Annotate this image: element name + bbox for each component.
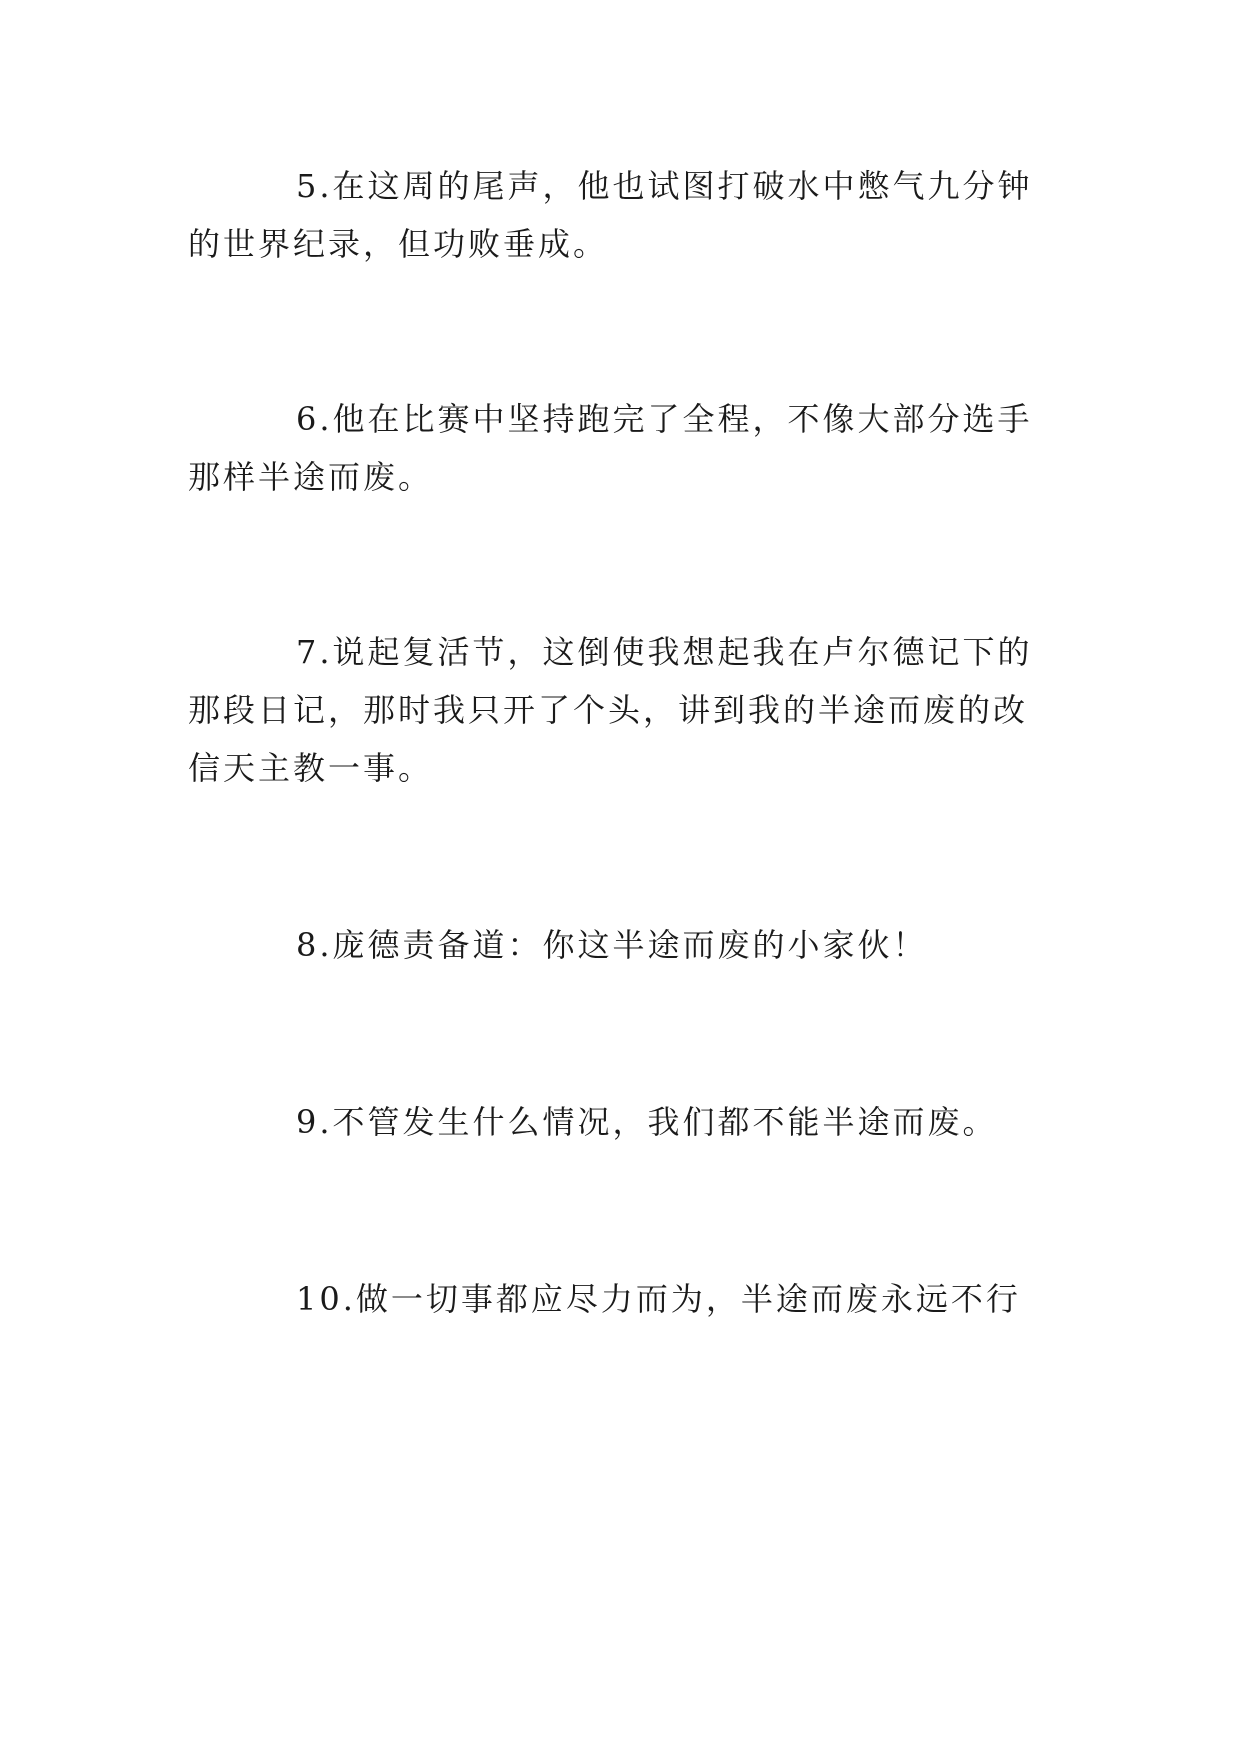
paragraph-5: 5.在这周的尾声，他也试图打破水中憋气九分钟的世界纪录，但功败垂成。 [188,167,1033,263]
paragraph-10: 10.做一切事都应尽力而为，半途而废永远不行 [296,1280,1021,1318]
paragraph-6: 6.他在比赛中坚持跑完了全程，不像大部分选手那样半途而废。 [188,400,1033,496]
paragraph-7: 7.说起复活节，这倒使我想起我在卢尔德记下的那段日记，那时我只开了个头，讲到我的半途而废的改信天主教一事。 [188,633,1033,787]
paragraph-9: 9.不管发生什么情况，我们都不能半途而废。 [296,1103,998,1141]
paragraph-8: 8.庞德责备道：你这半途而废的小家伙！ [296,926,928,964]
